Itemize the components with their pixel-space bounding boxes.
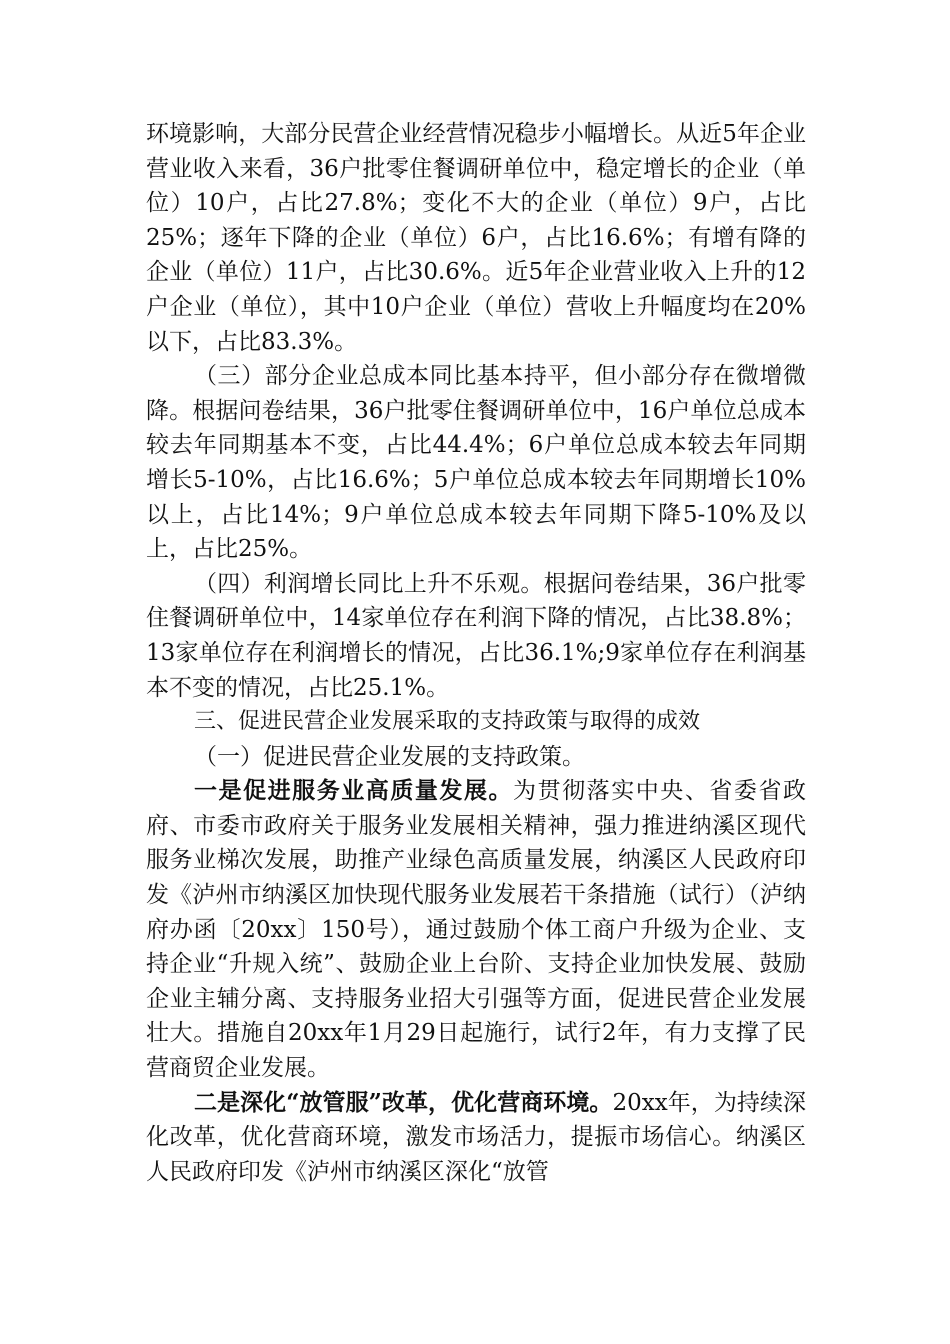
paragraph-profit: （四）利润增长同比上升不乐观。根据问卷结果，36户批零住餐调研单位中，14家单位存在利润下降的情况，占比38.8%；13家单位存在利润增长的情况，占比36.1%;9家单位存在利润基本不变的情况，占比25.1%。 bbox=[146, 570, 806, 701]
paragraph-service-industry bbox=[146, 774, 806, 1085]
paragraph-lead-reform: 二是深化“放管服”改革，优化营商环境。 bbox=[194, 1088, 613, 1116]
document-page bbox=[146, 117, 806, 1189]
subheading-policies: （一）促进民营企业发展的支持政策。 bbox=[194, 743, 585, 770]
paragraph-lead-service-industry: 一是促进服务业高质量发展。 bbox=[194, 777, 514, 805]
section-heading-3: 三、促进民营企业发展采取的支持政策与取得的成效 bbox=[194, 709, 701, 735]
paragraph-cost: （三）部分企业总成本同比基本持平，但小部分存在微增微降。根据问卷结果，36户批零住餐调研单位中，16户单位总成本较去年同期基本不变，占比44.4%；6户单位总成本较去年同期增长5-10%，占比16.6%；5户单位总成本较去年同期增长10%以上，占比14%；9户单位总成本较去年同期下降5-10%及以上，占比25%。 bbox=[146, 363, 806, 563]
paragraph-performance: 环境影响，大部分民营企业经营情况稳步小幅增长。从近5年企业营业收入来看，36户批零住餐调研单位中，稳定增长的企业（单位）10户，占比27.8%；变化不大的企业（单位）9户，占比25%；逐年下降的企业（单位）6户，占比16.6%；有增有降的企业（单位）11户，占比30.6%。近5年企业营业收入上升的12户企业（单位），其中10户企业（单位）营收上升幅度均在20%以下，占比83.3%。 bbox=[146, 121, 806, 355]
paragraph-body-reform: 20xx年，为持续深化改革，优化营商环境，激发市场活力，提振市场信心。纳溪区人民政府印发《泸州市纳溪区深化“放管 bbox=[146, 1089, 806, 1185]
paragraph-reform bbox=[146, 1086, 806, 1190]
paragraph-body-service-industry: 为贯彻落实中央、省委省政府、市委市政府关于服务业发展相关精神，强力推进纳溪区现代服务业梯次发展，助推产业绿色高质量发展，纳溪区人民政府印发《泸州市纳溪区加快现代服务业发展若干条措施（试行）（泸纳府办函〔20xx〕150号），通过鼓励个体工商户升级为企业、支持企业“升规入统”、鼓励企业上台阶、支持企业加快发展、鼓励企业主辅分离、支持服务业招大引强等方面，促进民营企业发展壮大。措施自20xx年1月29日起施行，试行2年，有力支撑了民营商贸企业发展。 bbox=[146, 778, 807, 1082]
